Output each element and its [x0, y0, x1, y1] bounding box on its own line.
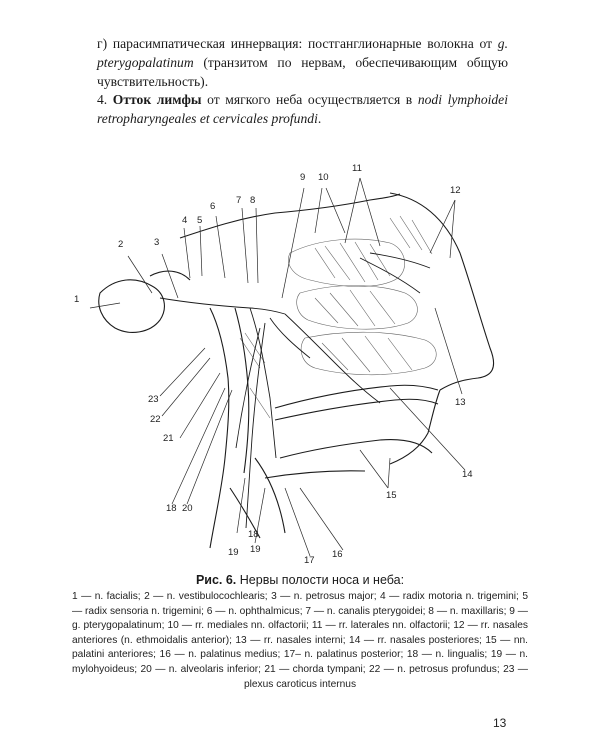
superior-turbinate [288, 239, 404, 286]
temporal-bone-outline [99, 280, 165, 333]
callout-4: 4 [182, 215, 188, 226]
callout-2: 2 [118, 239, 124, 250]
callout-23: 23 [148, 394, 159, 405]
figure-label: Рис. 6. [195, 573, 237, 587]
paragraph-tail: . [317, 111, 322, 126]
upper-lip-outline [390, 390, 440, 464]
callout-14: 14 [462, 469, 473, 480]
callout-8: 8 [250, 195, 256, 206]
callout-7: 7 [236, 195, 242, 206]
paragraph-parasympathetic [97, 34, 508, 91]
inferior-turbinate [301, 332, 436, 375]
paragraph-lead: г) парасимпатическая иннервация: постганглионарные волокна от [97, 36, 498, 51]
callout-22: 22 [150, 414, 161, 425]
callout-6: 6 [210, 201, 216, 212]
paragraph-number: 4. [97, 92, 113, 107]
callout-18: 18 [166, 503, 177, 514]
paragraph-heading: Отток лимфы [112, 92, 202, 107]
figure-caption-title [0, 573, 600, 587]
callout-10: 10 [318, 172, 329, 183]
callout-5: 5 [197, 215, 203, 226]
page-number: 13 [493, 716, 507, 730]
middle-turbinate [297, 286, 418, 330]
callout-9: 9 [300, 172, 306, 183]
palate-lower-outline [275, 399, 438, 420]
nose-outline [390, 193, 494, 390]
pterygoid-outline [210, 308, 229, 548]
callout-1: 1 [74, 294, 80, 305]
callout-20: 20 [182, 503, 193, 514]
callout-11: 11 [352, 163, 362, 174]
lymph-nodes-name: nodi lymphoidei retropharyngeales et cervicales profundi [97, 92, 508, 126]
nasal-cavity-illustration [60, 158, 540, 568]
callout-19: 19 [228, 547, 239, 558]
callout-12: 12 [450, 185, 461, 196]
anatomy-figure [60, 158, 540, 568]
callout-21: 21 [163, 433, 174, 444]
ganglion-name: g. pterygopalatinum [97, 36, 508, 70]
paragraph-middle: от мягкого неба осуществляется в [201, 92, 418, 107]
callout-3: 3 [154, 237, 160, 248]
callout-19-lower: 19 [250, 544, 261, 555]
callout-15: 15 [386, 490, 397, 501]
jaw-outline [280, 440, 432, 458]
paragraph-lymph-drainage [97, 90, 508, 128]
figure-title: Нервы полости носа и неба: [236, 573, 405, 587]
callout-17: 17 [304, 555, 315, 566]
callout-18-lower: 18 [248, 529, 259, 540]
callout-13: 13 [455, 397, 466, 408]
facial-nerve-line [160, 298, 285, 314]
figure-legend: 1 — n. facialis; 2 — n. vestibulocochlearis; 3 — n. petrosus major; 4 — radix motoria n. trigemini; 5 — radix sensoria n. trigemini; 6 — n. ophthalmicus; 7 — n. canalis pterygoidei; 8 — n. maxillaris; 9 — g. pterygopalatinum; 10 — rr. mediales nn. olfactorii; 11 — rr. laterales nn. olfactorii; 12 — rr. nasales anteriores (n. ethmoidalis anterior); 13 — rr. nasales interni; 14 — rr. nasales posteriores; 15 — nn. palatini anteriores; 16 — n. palatinus medius; 17– n. palatinus posterior; 18 — n. lingualis; 19 — n. mylohyoideus; 20 — n. alveolaris inferior; 21 — chorda tympani; 22 — n. petrosus profundus; 23 — plexus caroticus internus [72, 591, 528, 690]
callout-16: 16 [332, 549, 343, 560]
paragraph-tail: (транзитом по нервам, обеспечивающим общую чувствительность). [97, 55, 508, 89]
